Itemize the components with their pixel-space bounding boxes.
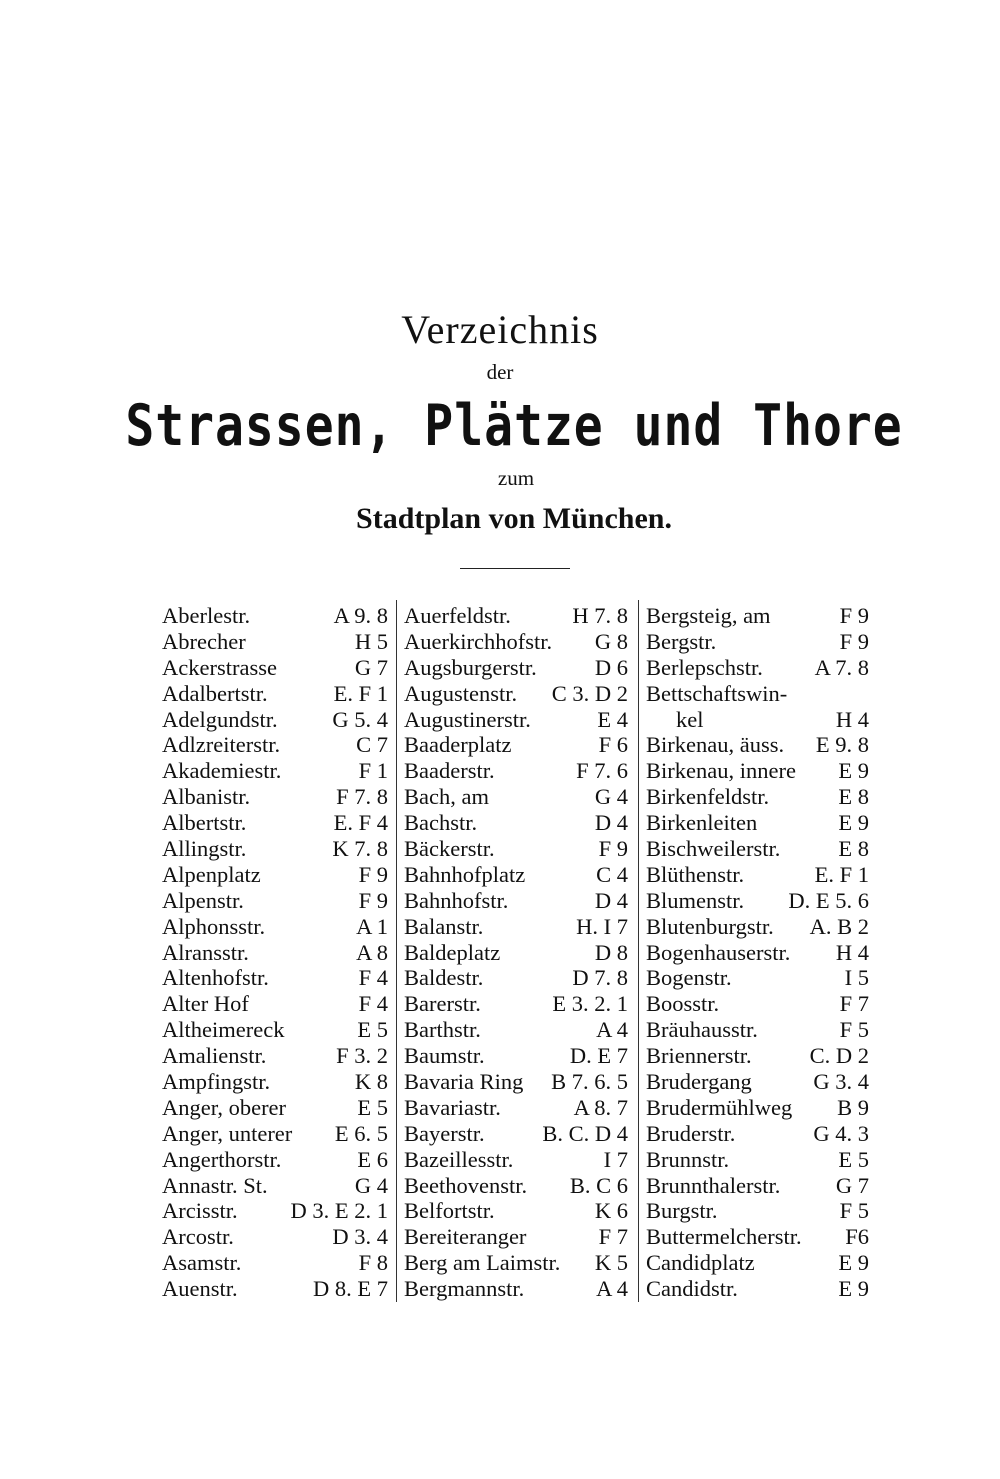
index-entry bbox=[162, 603, 388, 629]
street-name: Allingstr. bbox=[162, 836, 247, 862]
street-name: Alphonsstr. bbox=[162, 913, 266, 939]
street-name: Anger, unterer bbox=[162, 1120, 293, 1146]
index-entry bbox=[404, 1173, 628, 1199]
grid-reference: B 9 bbox=[837, 1094, 869, 1120]
street-name: Alpenplatz bbox=[162, 861, 261, 887]
grid-reference: C. D 2 bbox=[809, 1043, 869, 1069]
index-entry bbox=[404, 810, 628, 836]
index-entry bbox=[646, 655, 869, 681]
grid-reference: A 4 bbox=[596, 1017, 628, 1043]
index-entry bbox=[404, 888, 628, 914]
index-entry bbox=[404, 1017, 628, 1043]
street-name: Bavaria Ring bbox=[404, 1069, 524, 1095]
grid-reference: B 7. 6. 5 bbox=[551, 1069, 628, 1095]
index-entry bbox=[162, 810, 388, 836]
grid-reference: F 7 bbox=[598, 1224, 628, 1250]
street-name: Augustinerstr. bbox=[404, 706, 531, 732]
index-entry bbox=[404, 836, 628, 862]
street-name: Berlepschstr. bbox=[646, 654, 763, 680]
index-entry bbox=[162, 1017, 388, 1043]
grid-reference: D 8 bbox=[594, 939, 628, 965]
street-name: Albertstr. bbox=[162, 810, 247, 836]
index-entry bbox=[162, 1043, 388, 1069]
street-name: Barthstr. bbox=[404, 1017, 481, 1043]
grid-reference: F 5 bbox=[839, 1017, 869, 1043]
street-name: Baldeplatz bbox=[404, 939, 501, 965]
index-entry bbox=[162, 784, 388, 810]
page-title: Verzeichnis bbox=[401, 307, 599, 352]
grid-reference: E 5 bbox=[357, 1017, 388, 1043]
street-name: Angerthorstr. bbox=[162, 1146, 282, 1172]
index-entry bbox=[646, 1121, 869, 1147]
index-entry bbox=[162, 1147, 388, 1173]
index-entry bbox=[646, 862, 869, 888]
grid-reference: F 9 bbox=[839, 628, 869, 654]
grid-reference: E. F 1 bbox=[814, 861, 869, 887]
street-name: Brudergang bbox=[646, 1069, 752, 1095]
grid-reference: E. F 4 bbox=[333, 810, 388, 836]
index-entry bbox=[404, 603, 628, 629]
index-entry bbox=[646, 707, 869, 733]
index-entry bbox=[404, 1121, 628, 1147]
grid-reference: K 8 bbox=[354, 1069, 388, 1095]
street-name: Baldestr. bbox=[404, 965, 484, 991]
street-name: Bachstr. bbox=[404, 810, 478, 836]
index-column-3 bbox=[646, 603, 869, 1302]
grid-reference: K 7. 8 bbox=[332, 836, 388, 862]
street-name: Bergmannstr. bbox=[404, 1276, 525, 1302]
street-name: Aberlestr. bbox=[162, 603, 251, 628]
index-entry bbox=[162, 732, 388, 758]
street-name: Altenhofstr. bbox=[162, 965, 269, 991]
grid-reference: E. F 1 bbox=[333, 680, 388, 706]
index-entry bbox=[404, 965, 628, 991]
street-name: Burgstr. bbox=[646, 1198, 718, 1224]
index-entry bbox=[162, 1095, 388, 1121]
street-name: Asamstr. bbox=[162, 1250, 242, 1276]
index-entry bbox=[404, 940, 628, 966]
street-name: Brudermühlweg bbox=[646, 1094, 793, 1120]
street-name: Birkenleiten bbox=[646, 810, 758, 836]
grid-reference: H 4 bbox=[835, 939, 869, 965]
grid-reference: I 7 bbox=[603, 1146, 628, 1172]
street-name: Bogenhauserstr. bbox=[646, 939, 791, 965]
grid-reference: E 9 bbox=[838, 810, 869, 836]
index-entry bbox=[404, 862, 628, 888]
index-entry bbox=[404, 758, 628, 784]
column-divider bbox=[396, 600, 397, 1302]
grid-reference: B. C 6 bbox=[569, 1172, 628, 1198]
index-entry bbox=[162, 914, 388, 940]
index-column-2 bbox=[404, 603, 628, 1302]
grid-reference: A 8 bbox=[356, 939, 388, 965]
street-name: Akademiestr. bbox=[162, 758, 282, 784]
grid-reference: E 3. 2. 1 bbox=[552, 991, 628, 1017]
index-entry bbox=[404, 1224, 628, 1250]
index-entry bbox=[162, 1069, 388, 1095]
street-name: Bayerstr. bbox=[404, 1120, 485, 1146]
grid-reference: G 5. 4 bbox=[332, 706, 388, 732]
index-column-1 bbox=[162, 603, 388, 1302]
grid-reference: E 9 bbox=[838, 1250, 869, 1276]
grid-reference: D 7. 8 bbox=[572, 965, 628, 991]
index-entry bbox=[162, 862, 388, 888]
grid-reference: E 6. 5 bbox=[334, 1120, 388, 1146]
street-name: Birkenau, äuss. bbox=[646, 732, 785, 758]
index-entry bbox=[404, 1069, 628, 1095]
street-name: Alpenstr. bbox=[162, 887, 244, 913]
index-entry bbox=[404, 1276, 628, 1302]
index-entry bbox=[162, 629, 388, 655]
index-entry bbox=[162, 965, 388, 991]
street-name: Bavariastr. bbox=[404, 1094, 501, 1120]
street-name: Balanstr. bbox=[404, 913, 484, 939]
index-entry bbox=[646, 836, 869, 862]
street-name: Augsburgerstr. bbox=[404, 654, 537, 680]
index-entry bbox=[162, 888, 388, 914]
street-name: Baumstr. bbox=[404, 1043, 485, 1069]
index-entry bbox=[404, 1198, 628, 1224]
street-name: Bach, am bbox=[404, 784, 489, 810]
index-entry bbox=[646, 732, 869, 758]
index-entry bbox=[646, 940, 869, 966]
street-name: Adlzreiterstr. bbox=[162, 732, 281, 758]
grid-reference: C 7 bbox=[356, 732, 388, 758]
street-name: Arcisstr. bbox=[162, 1198, 238, 1224]
index-entry bbox=[404, 681, 628, 707]
grid-reference: E 6 bbox=[357, 1146, 388, 1172]
index-entry bbox=[404, 707, 628, 733]
street-name: Bischweilerstr. bbox=[646, 836, 781, 862]
grid-reference: A 4 bbox=[596, 1276, 628, 1302]
street-name: Blutenburgstr. bbox=[646, 913, 774, 939]
street-name: Baaderstr. bbox=[404, 758, 495, 784]
grid-reference: E 4 bbox=[597, 706, 628, 732]
street-name: Bäckerstr. bbox=[404, 836, 495, 862]
index-entry bbox=[646, 1147, 869, 1173]
index-entry bbox=[404, 1250, 628, 1276]
grid-reference: F 5 bbox=[839, 1198, 869, 1224]
street-name: Albanistr. bbox=[162, 784, 251, 810]
street-name: Alter Hof bbox=[162, 991, 249, 1017]
grid-reference: F6 bbox=[845, 1224, 869, 1250]
index-entry bbox=[162, 1276, 388, 1302]
street-name: Bruderstr. bbox=[646, 1120, 736, 1146]
column-divider bbox=[638, 600, 639, 1302]
grid-reference: G 8 bbox=[594, 628, 628, 654]
grid-reference: E 9. 8 bbox=[815, 732, 869, 758]
index-entry bbox=[646, 1095, 869, 1121]
grid-reference: H 4 bbox=[835, 706, 869, 732]
street-name: Bergstr. bbox=[646, 628, 717, 654]
grid-reference: A 7. 8 bbox=[814, 654, 869, 680]
grid-reference: A. B 2 bbox=[809, 913, 869, 939]
grid-reference: K 5 bbox=[594, 1250, 628, 1276]
index-entry bbox=[646, 629, 869, 655]
street-name: Boosstr. bbox=[646, 991, 720, 1017]
street-name: kel bbox=[676, 706, 704, 732]
grid-reference: H 7. 8 bbox=[572, 603, 628, 628]
street-name: Alransstr. bbox=[162, 939, 249, 965]
grid-reference: F 9 bbox=[358, 861, 388, 887]
grid-reference: D. E 7 bbox=[569, 1043, 628, 1069]
grid-reference: A 9. 8 bbox=[333, 603, 388, 628]
grid-reference: F 6 bbox=[598, 732, 628, 758]
index-entry bbox=[404, 1147, 628, 1173]
grid-reference: F 7. 8 bbox=[336, 784, 388, 810]
index-entry bbox=[404, 629, 628, 655]
grid-reference: K 6 bbox=[594, 1198, 628, 1224]
index-entry bbox=[162, 1198, 388, 1224]
grid-reference: E 5 bbox=[357, 1094, 388, 1120]
grid-reference: A 1 bbox=[356, 913, 388, 939]
grid-reference: D 3. 4 bbox=[332, 1224, 388, 1250]
index-entry bbox=[646, 1198, 869, 1224]
index-entry bbox=[646, 758, 869, 784]
street-name: Blüthenstr. bbox=[646, 861, 745, 887]
index-entry bbox=[646, 810, 869, 836]
street-name: Altheimereck bbox=[162, 1017, 285, 1043]
grid-reference: A 8. 7 bbox=[573, 1094, 628, 1120]
index-entry bbox=[404, 1095, 628, 1121]
street-name: Brunnstr. bbox=[646, 1146, 730, 1172]
index-entry bbox=[162, 707, 388, 733]
grid-reference: F 9 bbox=[358, 887, 388, 913]
street-name: Candidstr. bbox=[646, 1276, 738, 1302]
street-name: Bettschaftswin- bbox=[646, 680, 788, 706]
grid-reference: G 4. 3 bbox=[813, 1120, 869, 1146]
grid-reference: D 4 bbox=[594, 810, 628, 836]
street-name: Auerfeldstr. bbox=[404, 603, 511, 628]
street-name: Beethovenstr. bbox=[404, 1172, 528, 1198]
index-entry bbox=[404, 991, 628, 1017]
title-connector-der: der bbox=[486, 360, 514, 384]
grid-reference: D 6 bbox=[594, 654, 628, 680]
grid-reference: F 9 bbox=[598, 836, 628, 862]
street-name: Berg am Laimstr. bbox=[404, 1250, 561, 1276]
index-entry bbox=[404, 914, 628, 940]
grid-reference: E 9 bbox=[838, 1276, 869, 1302]
grid-reference: F 4 bbox=[358, 991, 388, 1017]
grid-reference: E 8 bbox=[838, 836, 869, 862]
index-entry bbox=[646, 1224, 869, 1250]
street-name: Baaderplatz bbox=[404, 732, 512, 758]
street-name: Bahnhofplatz bbox=[404, 861, 526, 887]
street-name: Arcostr. bbox=[162, 1224, 234, 1250]
street-name: Anger, oberer bbox=[162, 1094, 287, 1120]
street-name: Bogenstr. bbox=[646, 965, 732, 991]
index-entry bbox=[646, 888, 869, 914]
street-name: Bergsteig, am bbox=[646, 603, 771, 628]
grid-reference: H 5 bbox=[354, 628, 388, 654]
street-name: Bräuhausstr. bbox=[646, 1017, 758, 1043]
index-entry bbox=[646, 1250, 869, 1276]
index-entry bbox=[646, 1276, 869, 1302]
grid-reference: G 7 bbox=[354, 654, 388, 680]
index-entry bbox=[162, 758, 388, 784]
title-connector-zum: zum bbox=[497, 466, 535, 490]
index-entry bbox=[646, 1069, 869, 1095]
grid-reference: C 4 bbox=[596, 861, 628, 887]
index-entry bbox=[646, 991, 869, 1017]
title-divider bbox=[460, 568, 570, 569]
grid-reference: F 7 bbox=[839, 991, 869, 1017]
index-entry bbox=[646, 1017, 869, 1043]
street-name: Auerkirchhofstr. bbox=[404, 628, 553, 654]
index-entry bbox=[646, 1043, 869, 1069]
grid-reference: F 3. 2 bbox=[336, 1043, 388, 1069]
grid-reference: D 4 bbox=[594, 887, 628, 913]
index-entry bbox=[646, 965, 869, 991]
index-entry bbox=[162, 1121, 388, 1147]
grid-reference: G 4 bbox=[354, 1172, 388, 1198]
index-entry bbox=[646, 681, 869, 707]
street-name: Buttermelcherstr. bbox=[646, 1224, 802, 1250]
grid-reference: G 4 bbox=[594, 784, 628, 810]
grid-reference: G 3. 4 bbox=[813, 1069, 869, 1095]
street-name: Ampfingstr. bbox=[162, 1069, 271, 1095]
grid-reference: F 7. 6 bbox=[576, 758, 628, 784]
index-entry bbox=[162, 1173, 388, 1199]
grid-reference: D. E 5. 6 bbox=[788, 887, 869, 913]
street-name: Augustenstr. bbox=[404, 680, 518, 706]
street-name: Bahnhofstr. bbox=[404, 887, 509, 913]
index-entry bbox=[162, 1224, 388, 1250]
street-name: Ackerstrasse bbox=[162, 654, 277, 680]
index-entry bbox=[162, 836, 388, 862]
street-name: Adelgundstr. bbox=[162, 706, 278, 732]
index-entry bbox=[162, 681, 388, 707]
index-target: Stadtplan von München. bbox=[356, 502, 672, 535]
street-name: Bazeillesstr. bbox=[404, 1146, 514, 1172]
street-name: Annastr. St. bbox=[162, 1172, 268, 1198]
index-entry bbox=[404, 732, 628, 758]
street-name: Birkenfeldstr. bbox=[646, 784, 770, 810]
index-entry bbox=[162, 655, 388, 681]
street-name: Blumenstr. bbox=[646, 887, 745, 913]
grid-reference: G 7 bbox=[835, 1172, 869, 1198]
index-entry bbox=[646, 784, 869, 810]
grid-reference: B. C. D 4 bbox=[542, 1120, 628, 1146]
index-entry bbox=[646, 1173, 869, 1199]
grid-reference: E 8 bbox=[838, 784, 869, 810]
index-entry bbox=[404, 784, 628, 810]
street-name: Brunnthalerstr. bbox=[646, 1172, 781, 1198]
index-entry bbox=[162, 1250, 388, 1276]
index-subject: Strassen, Plätze und Thore bbox=[125, 393, 903, 460]
grid-reference: D 3. E 2. 1 bbox=[290, 1198, 388, 1224]
street-name: Briennerstr. bbox=[646, 1043, 752, 1069]
grid-reference: E 9 bbox=[838, 758, 869, 784]
street-name: Amalienstr. bbox=[162, 1043, 267, 1069]
grid-reference: F 1 bbox=[358, 758, 388, 784]
street-name: Abrecher bbox=[162, 628, 246, 654]
grid-reference: H. I 7 bbox=[576, 913, 628, 939]
grid-reference: C 3. D 2 bbox=[551, 680, 628, 706]
street-name: Auenstr. bbox=[162, 1276, 238, 1302]
grid-reference: F 9 bbox=[839, 603, 869, 628]
index-entry bbox=[404, 655, 628, 681]
index-entry bbox=[162, 991, 388, 1017]
grid-reference: E 5 bbox=[838, 1146, 869, 1172]
index-entry bbox=[646, 603, 869, 629]
grid-reference: I 5 bbox=[844, 965, 869, 991]
grid-reference: D 8. E 7 bbox=[313, 1276, 388, 1302]
index-entry bbox=[162, 940, 388, 966]
street-name: Bereiteranger bbox=[404, 1224, 527, 1250]
index-entry bbox=[404, 1043, 628, 1069]
street-name: Adalbertstr. bbox=[162, 680, 268, 706]
street-name: Birkenau, innere bbox=[646, 758, 796, 784]
street-name: Belfortstr. bbox=[404, 1198, 495, 1224]
grid-reference: F 8 bbox=[358, 1250, 388, 1276]
grid-reference: F 4 bbox=[358, 965, 388, 991]
street-name: Candidplatz bbox=[646, 1250, 755, 1276]
index-entry bbox=[646, 914, 869, 940]
street-name: Barerstr. bbox=[404, 991, 481, 1017]
